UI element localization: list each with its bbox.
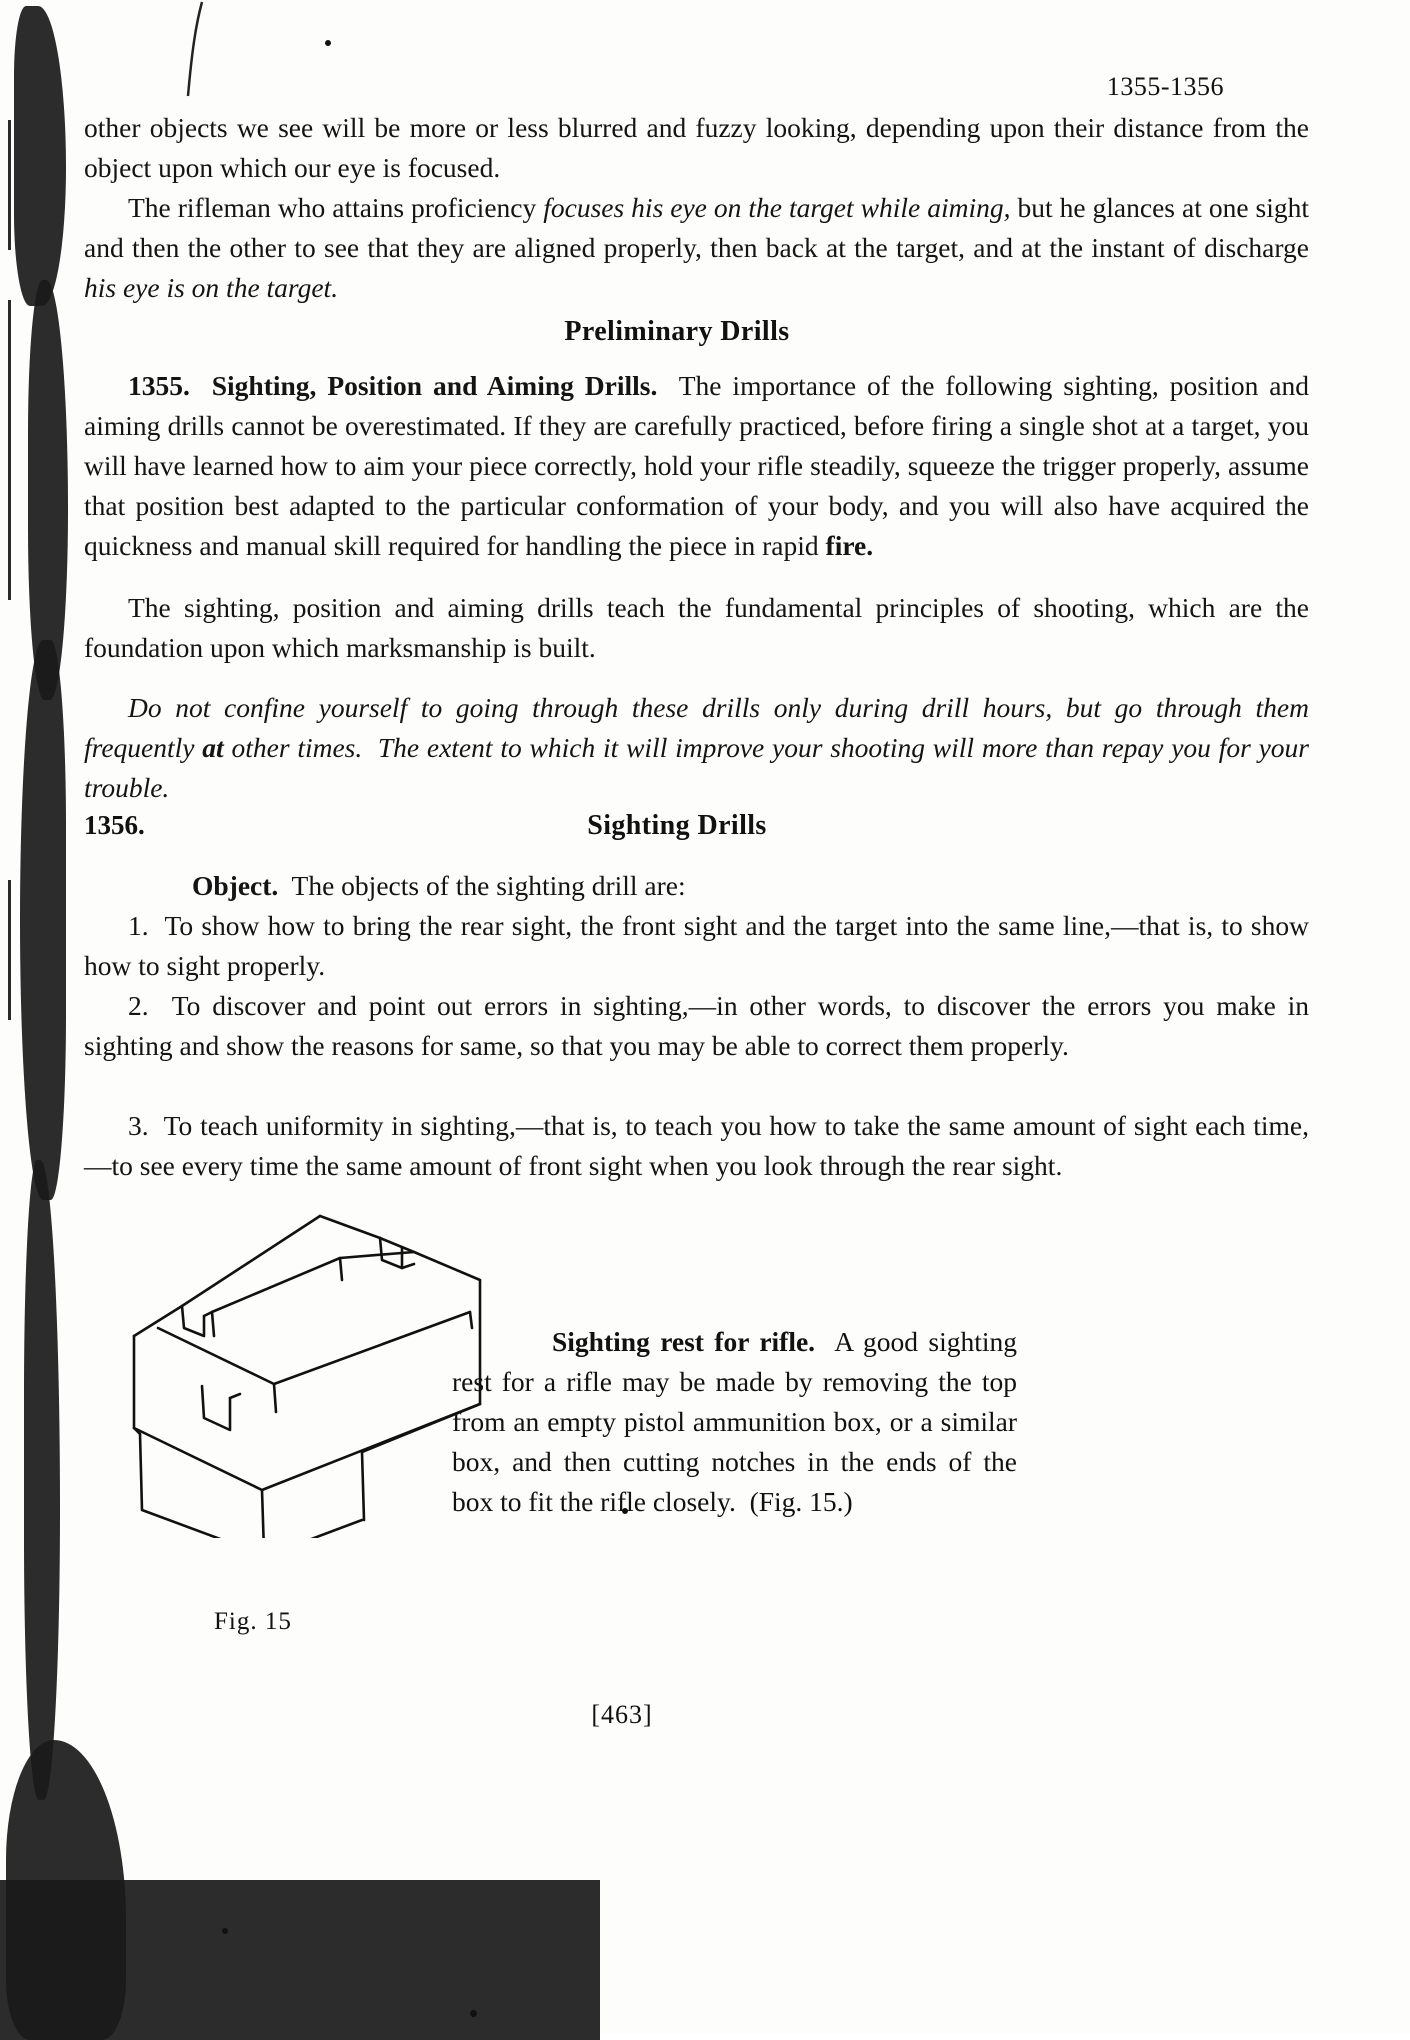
heading-preliminary-drills: Preliminary Drills [564, 316, 790, 347]
paragraph-1: other objects we see will be more or less blurred and fuzzy looking, depending upon their distance from the object upon which our eye is focused. [84, 112, 1309, 183]
paragraph-2: The rifleman who attains proficiency focuses his eye on the target while aiming, but he glances at one sight and then the other to see that they are aligned properly, then back at the target, and at the instant of discharge his eye is on the target. [84, 192, 1310, 303]
heading-sighting-drills: Sighting Drills [587, 810, 767, 841]
scan-artifact-rule-left2 [8, 300, 11, 600]
paragraph-item-3: 3. To teach uniformity in sighting,—that is, to teach you how to take the same amount of sight each time,—to see every time the same amount of front sight when you look through the rear sight. [84, 1110, 1309, 1181]
scan-artifact-gutter-lower [24, 1160, 60, 1800]
section-number-1356: 1356. [84, 810, 145, 840]
paragraph-item-2: 2. To discover and point out errors in sighting,—in other words, to discover the errors you make in sighting and show the reasons for same, so that you may be able to correct them properly. [84, 990, 1309, 1061]
sighting-rest-description: Sighting rest for rifle. A good sighting rest for a rifle may be made by removing the top from an empty pistol ammunition box, or a similar box, and then cutting notches in the ends of the box to fit the rifle closely. (Fig. 15.) [452, 1326, 1018, 1517]
paragraph-1355: 1355. Sighting, Position and Aiming Drills. The importance of the following sighting, position and aiming drills cannot be overestimated. If they are carefully practiced, before firing a single shot at a target, you will have learned how to aim your piece correctly, hold your rifle steadily, squeeze the trigger properly, assume that position best adapted to the particular conformation of your body, and you will also have acquired the quickness and manual skill required for handling the piece in rapid fire. [84, 370, 1309, 561]
page-content [62, 0, 1352, 2034]
paragraph-5-italic-note: Do not confine yourself to going through these drills only during drill hours, but go through them frequently at other times. The extent to which it will improve your shooting will more than repay you for your trouble. [84, 692, 1309, 803]
paragraph-4: The sighting, position and aiming drills teach the fundamental principles of shooting, which are the foundation upon which marksmanship is built. [84, 592, 1309, 663]
figure-caption: Fig. 15 [214, 1608, 292, 1635]
scan-artifact-rule-left3 [8, 880, 11, 1020]
paragraph-item-1: 1. To show how to bring the rear sight, the front sight and the target into the same line,—that is, to show how to sight properly. [84, 910, 1309, 981]
paragraph-object: Object. The objects of the sighting drill are: [192, 870, 686, 901]
page-reference: 1355-1356 [1106, 72, 1224, 101]
scan-artifact-gutter-mid2 [20, 640, 66, 1200]
page-folio: [463] [591, 1700, 653, 1729]
scan-artifact-gutter-top [14, 6, 66, 306]
scan-artifact-rule-left [8, 120, 11, 250]
